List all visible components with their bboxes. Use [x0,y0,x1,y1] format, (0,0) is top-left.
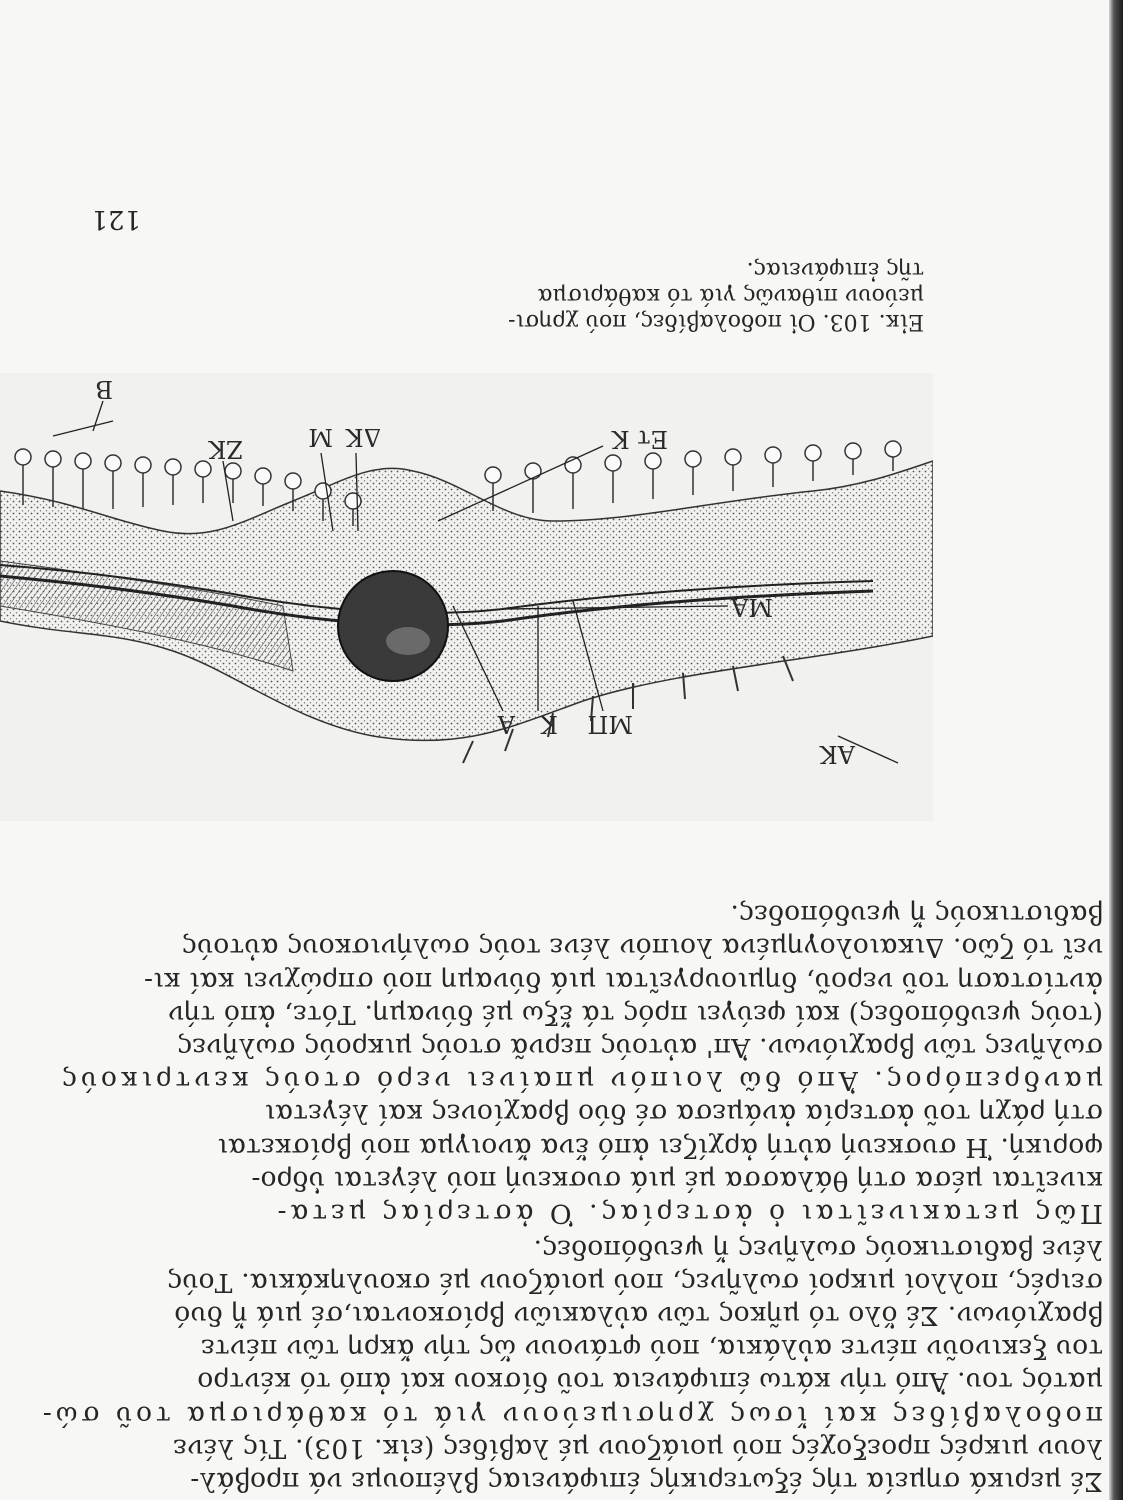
text-line: Σέ μερικά σημεία τής έξωτερικής έπιφάνειας βλέπουμε νά προβάλ- [190,1466,1103,1497]
page-number: 121 [91,204,141,234]
caption-line: Εἰκ. 103. Οἱ ποδολαβίδες, πού χρησι- [508,309,924,334]
starfish-cross-section-figure [0,373,933,821]
label-dk: ΔΚ [345,423,381,451]
text-line: σωλῆνες τῶν βραχιόνων. Ἀπ' αὐτούς περνᾶ στούς μικρούς σωλῆνες [177,1032,1103,1064]
text-line: (τούς ψευδόποδες) καί φεύγει πρός τά ἔξω μέ δύναμη. Τότε, ἀπό τήν [167,998,1103,1030]
text-line: βραχιόνων. Σέ ὅλο τό μῆκος τῶν αὐλακιῶν βρίσκονται,σέ μιά ἤ δυό [174,1300,1103,1332]
text-line: Πῶς μετακινεῖται ὁ ἀστερίας. Ὁ ἀστερίας μετα- [273,1198,1103,1229]
figure-caption [508,256,924,334]
text-line: λένε βαδιστικούς σωλῆνες ἤ ψευδόποδες. [533,1233,1103,1265]
label-ak: AK [819,740,855,768]
text-line: φορική. Ἡ συσκευή αὐτή ἀρχίζει ἀπό ἕνα ἄνοιγμα πού βρίσκεται [217,1131,1103,1163]
label-k: Κ [540,710,558,738]
text-line: ποδολαβίδες καί ἴσως χρησιμεύουν γιά τό καθάρισμα τοῦ σώ- [38,1399,1103,1431]
text-line: του ξεκινοῦν πέντε αὐλάκια, πού φτάνουν ὥς τήν ἄκρη τῶν πέντε [200,1333,1103,1365]
text-line: κινεῖται μέσα στή θάλασσα μέ μιά συσκευή πού λέγεται ὑδρο- [251,1164,1103,1196]
text-line: νεῖ τό ζῶο. Δικαιολογημένα λοιπόν λένε τούς σωλήνισκους αὐτούς [181,932,1103,964]
label-a: Α [497,710,515,738]
paragraph-external-surface [38,1233,1103,1499]
text-line: στή ράχη τοῦ ἀστερία ἀνάμεσα σέ δύο βραχίονες καί λέγεται [264,1098,1103,1130]
stomach-sphere [338,571,448,681]
stomach-highlight [386,627,430,655]
text-line: σειρές, πολλοί μικροί σωλῆνες, πού μοιάζουν μέ σκουληκάκια. Τούς [167,1266,1103,1298]
text-line: λουν μικρές προεξοχές πού μοιάζουν μέ λαβίδες (εἰκ. 103). Τίς λένε [173,1432,1103,1464]
label-mp: ΜΠ [587,710,633,738]
text-line: μανδρεπόρος. Ἀπό δῶ λοιπόν μπαίνει νερό στούς κεντρικούς [58,1065,1103,1097]
text-line: ματός του. Ἀπό τήν κάτω έπιφάνεια τοῦ δίσκου καί ἀπό τό κέντρο [197,1366,1103,1398]
text-line: ἀντίσταση τοῦ νεροῦ, δημιουργεῖται μιά δύναμη πού σπρώχνει καί κι- [143,965,1103,997]
caption-line: μεύουν πιθανῶς γιά τό καθάρισμα [537,283,924,308]
paragraph-locomotion [58,898,1103,1230]
label-b: Β [95,375,113,403]
starfish-illustration [0,373,933,821]
label-et-k: Ετ Κ [611,425,668,453]
label-zk: ΖΚ [208,435,243,463]
text-line: βαδιστικούς ἤ ψευδόποδες. [730,899,1103,931]
caption-line: τῆς ἐπιφάνειας. [746,257,924,282]
label-m: Μ [308,423,333,451]
label-ma: ΜΑ [731,593,773,621]
